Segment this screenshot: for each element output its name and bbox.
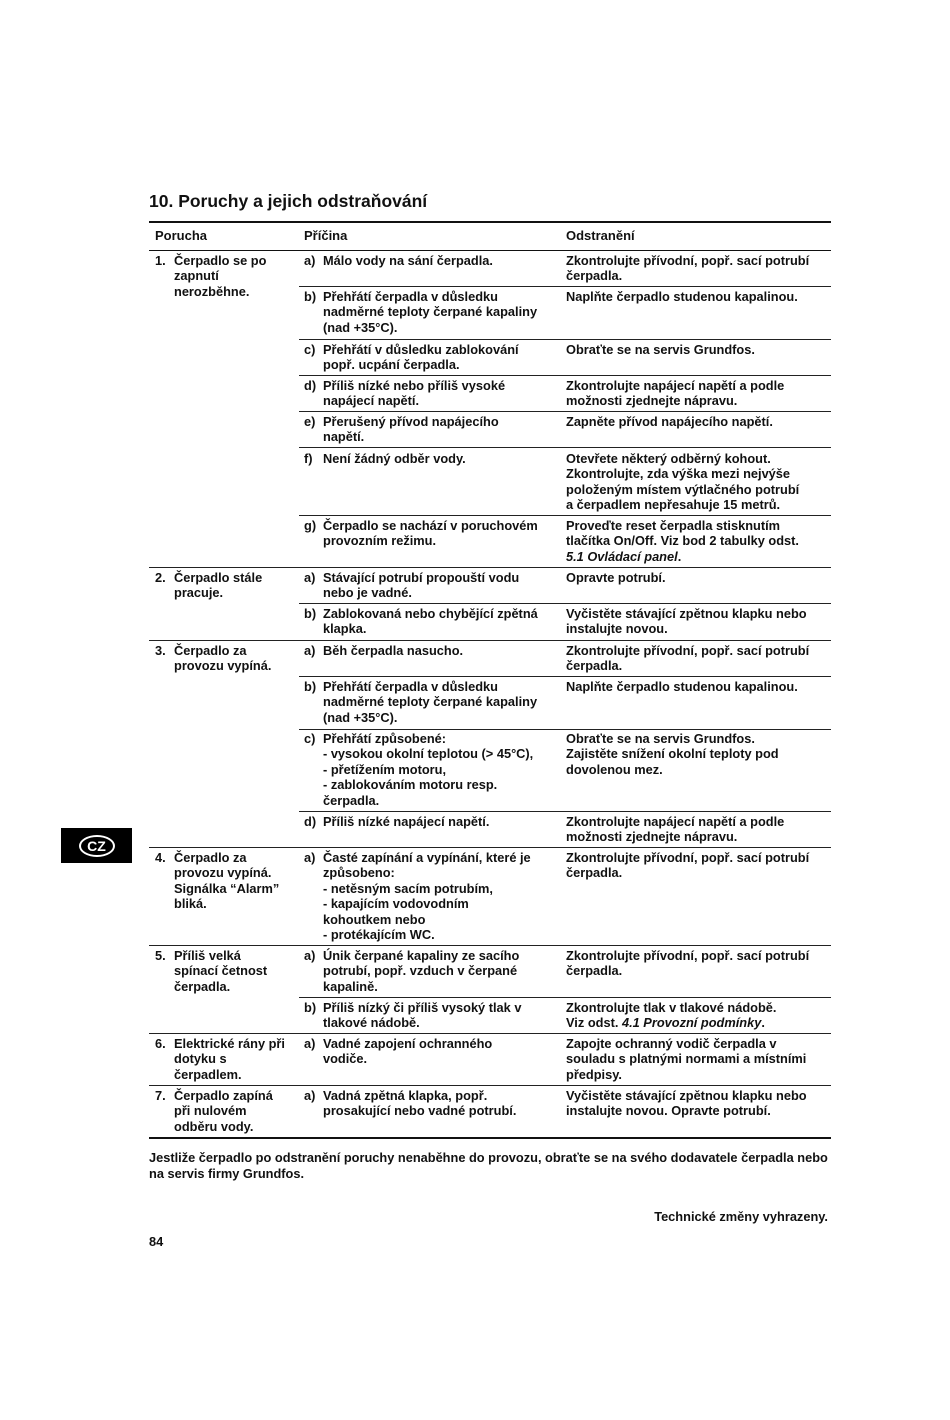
remedy-cell: Zkontrolujte přívodní, popř. sací potrubí čerpadla. xyxy=(566,948,810,979)
remedy-cell: Zkontrolujte přívodní, popř. sací potrubí čerpadla. xyxy=(566,850,810,881)
remedy-cell: Zapojte ochranný vodič čerpadla v souladu s platnými normami a místními předpisy. xyxy=(566,1036,807,1082)
group-separator xyxy=(149,1085,831,1086)
cause-cell: a) Stávající potrubí propouští vodu nebo je vadné. xyxy=(304,570,520,601)
row-separator xyxy=(299,339,831,340)
fault-1: 1. Čerpadlo se po zapnutí nerozběhne. xyxy=(155,253,267,299)
cause-cell: b) Příliš nízký či příliš vysoký tlak v tlakové nádobě. xyxy=(304,1000,522,1031)
remedy-cell: Obraťte se na servis Grundfos. Zajistěte snížení okolní teploty pod dovolenou mez. xyxy=(566,731,779,777)
group-separator xyxy=(149,945,831,946)
remedy-cell: Zkontrolujte přívodní, popř. sací potrubí čerpadla. xyxy=(566,253,810,284)
row-separator xyxy=(299,447,831,448)
cause-cell: b) Přehřátí čerpadla v důsledku nadměrné teploty čerpané kapaliny (nad +35°C). xyxy=(304,679,538,725)
remedy-cell: Zkontrolujte tlak v tlakové nádobě. Viz odst. 4.1 Provozní podmínky. xyxy=(566,1000,777,1031)
group-separator xyxy=(149,567,831,568)
row-separator xyxy=(299,603,831,604)
cause-cell: a) Časté zapínání a vypínání, které je způsobeno: - netěsným sacím potrubím, - kapajícím vodovodním kohoutkem nebo - protékajícím WC. xyxy=(304,850,531,943)
cause-cell: c) Přehřátí v důsledku zablokování popř. ucpání čerpadla. xyxy=(304,342,519,373)
cause-cell: f) Není žádný odběr vody. xyxy=(304,451,466,466)
fault-7: 7. Čerpadlo zapíná při nulovém odběru vody. xyxy=(155,1088,273,1134)
remedy-cell: Zkontrolujte napájecí napětí a podle možnosti zjednejte nápravu. xyxy=(566,378,785,409)
cause-cell: a) Únik čerpané kapaliny ze sacího potrubí, popř. vzduch v čerpané kapalině. xyxy=(304,948,520,994)
remedy-cell: Vyčistěte stávající zpětnou klapku nebo instalujte novou. Opravte potrubí. xyxy=(566,1088,807,1119)
table-bottom-rule xyxy=(149,1137,831,1139)
table-top-rule xyxy=(149,221,831,223)
cause-cell: g) Čerpadlo se nachází v poruchovém provozním režimu. xyxy=(304,518,538,549)
remedy-cell: Opravte potrubí. xyxy=(566,570,666,585)
remedy-cell: Proveďte reset čerpadla stisknutím tlačítka On/Off. Viz bod 2 tabulky odst. 5.1 Ovládací panel. xyxy=(566,518,799,564)
group-separator xyxy=(149,1033,831,1034)
cause-cell: b) Přehřátí čerpadla v důsledku nadměrné teploty čerpané kapaliny (nad +35°C). xyxy=(304,289,538,335)
cause-cell: a) Vadné zapojení ochranného vodiče. xyxy=(304,1036,493,1067)
row-separator xyxy=(299,375,831,376)
cause-cell: a) Běh čerpadla nasucho. xyxy=(304,643,464,658)
remedy-cell: Obraťte se na servis Grundfos. xyxy=(566,342,755,357)
header-cause: Příčina xyxy=(304,228,348,243)
row-separator xyxy=(299,729,831,730)
page-title: 10. Poruchy a jejich odstraňování xyxy=(149,191,428,211)
cause-cell: a) Vadná zpětná klapka, popř. prosakující nebo vadné potrubí. xyxy=(304,1088,517,1119)
cause-cell: b) Zablokovaná nebo chybějící zpětná klapka. xyxy=(304,606,538,637)
row-separator xyxy=(299,997,831,998)
remedy-cell: Vyčistěte stávající zpětnou klapku nebo instalujte novou. xyxy=(566,606,807,637)
language-tab xyxy=(61,828,132,863)
row-separator xyxy=(299,286,831,287)
cause-cell: a) Málo vody na sání čerpadla. xyxy=(304,253,493,268)
row-separator xyxy=(299,811,831,812)
fault-5: 5. Příliš velká spínací četnost čerpadla. xyxy=(155,948,268,994)
remedy-cell: Naplňte čerpadlo studenou kapalinou. xyxy=(566,679,798,694)
fault-2: 2. Čerpadlo stále pracuje. xyxy=(155,570,263,601)
remedy-cell: Naplňte čerpadlo studenou kapalinou. xyxy=(566,289,798,304)
remedy-cell: Zkontrolujte přívodní, popř. sací potrubí čerpadla. xyxy=(566,643,810,674)
technical-changes-note: Technické změny vyhrazeny. xyxy=(654,1209,828,1224)
header-fault: Porucha xyxy=(155,228,208,243)
remedy-cell: Otevřete některý odběrný kohout. Zkontrolujte, zda výška mezi nejvýše položeným místem výtlačného potrubí a čerpadlem nepřesahuje 15 metrů. xyxy=(566,451,800,513)
row-separator xyxy=(299,515,831,516)
cause-cell: c) Přehřátí způsobené: - vysokou okolní teplotou (> 45°C), - přetížením motoru, - zablokováním motoru resp. čerpadla. xyxy=(304,731,534,808)
header-remedy: Odstranění xyxy=(566,228,635,243)
cause-cell: d) Příliš nízké nebo příliš vysoké napájecí napětí. xyxy=(304,378,506,409)
cause-cell: d) Příliš nízké napájecí napětí. xyxy=(304,814,490,829)
cause-cell: e) Přerušený přívod napájecího napětí. xyxy=(304,414,499,445)
remedy-cell: Zapněte přívod napájecího napětí. xyxy=(566,414,773,429)
footer-note: Jestliže čerpadlo po odstranění poruchy nenaběhne do provozu, obraťte se na svého dodavatele čerpadla nebo na servis firmy Grundfos. xyxy=(149,1150,828,1181)
header-rule xyxy=(149,250,831,251)
fault-4: 4. Čerpadlo za provozu vypíná. Signálka “Alarm” bliká. xyxy=(155,850,280,912)
language-badge: CZ xyxy=(79,835,115,857)
row-separator xyxy=(299,411,831,412)
group-separator xyxy=(149,847,831,848)
page-number: 84 xyxy=(149,1234,164,1249)
row-separator xyxy=(299,676,831,677)
fault-6: 6. Elektrické rány při dotyku s čerpadlem. xyxy=(155,1036,285,1082)
remedy-cell: Zkontrolujte napájecí napětí a podle možnosti zjednejte nápravu. xyxy=(566,814,785,845)
fault-3: 3. Čerpadlo za provozu vypíná. xyxy=(155,643,272,674)
group-separator xyxy=(149,640,831,641)
